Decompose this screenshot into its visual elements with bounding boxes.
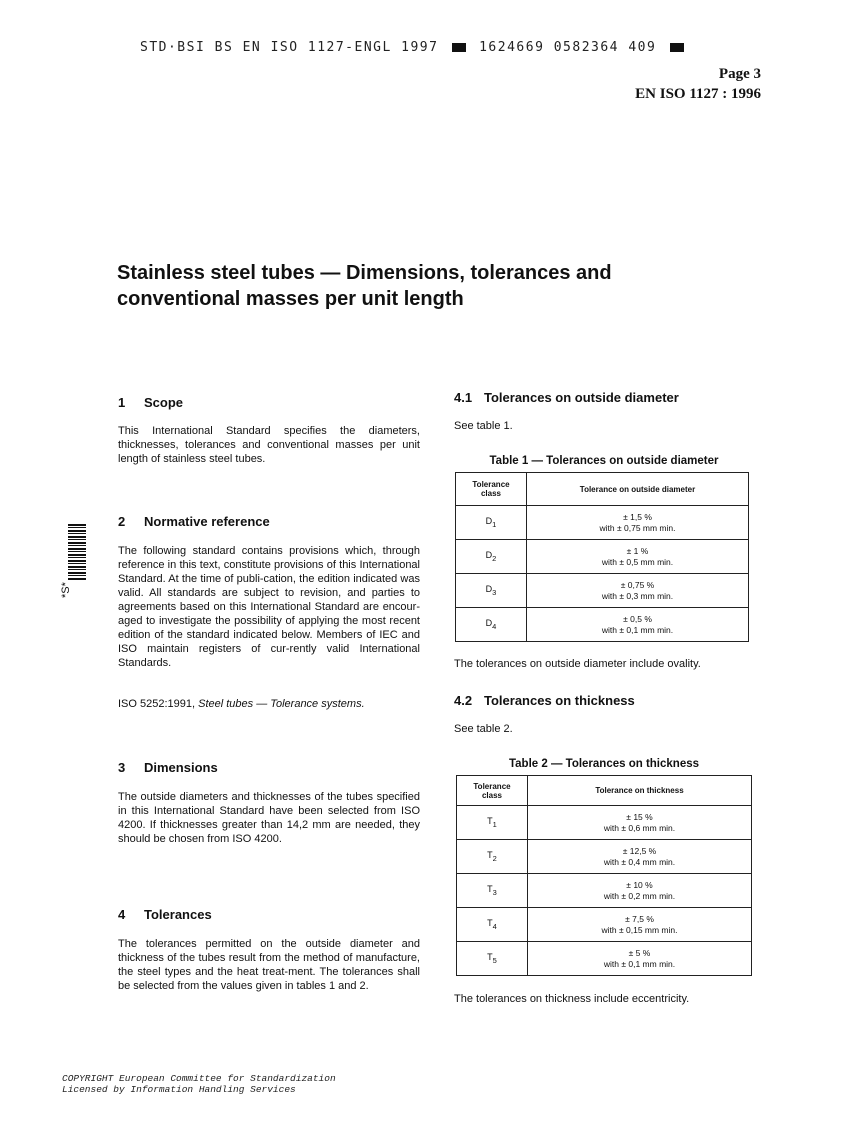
- section-number: 3: [118, 760, 126, 775]
- section-title: Normative reference: [144, 514, 270, 529]
- black-block-icon: [670, 43, 684, 52]
- table-row: [456, 540, 749, 574]
- title-line-1: Stainless steel tubes — Dimensions, tolerances and: [117, 262, 612, 284]
- tolerance-value: ± 1 % with ± 0,5 mm min.: [527, 540, 749, 574]
- section-heading-scope: [118, 395, 420, 410]
- tolerance-class: $T_3$: [457, 874, 528, 908]
- tolerance-value: ± 0,75 % with ± 0,3 mm min.: [527, 574, 749, 608]
- tolerance-class: $T_2$: [457, 840, 528, 874]
- tolerance-class: $T_1$: [457, 806, 528, 840]
- table-1-caption: Table 1 — Tolerances on outside diameter: [489, 455, 719, 467]
- title-line-2: conventional masses per unit length: [117, 288, 464, 310]
- copyright-line-2: Licensed by Information Handling Services: [62, 1084, 296, 1095]
- section-title: Scope: [144, 395, 184, 410]
- tolerance-value: ± 15 % with ± 0,6 mm min.: [528, 806, 752, 840]
- section-heading-normative: [118, 514, 420, 529]
- table-1: [455, 472, 749, 642]
- table-header-tolerance: Tolerance on thickness: [528, 776, 752, 806]
- table-header-tolerance: Tolerance on outside diameter: [527, 473, 749, 506]
- page-title: [117, 260, 677, 312]
- tolerance-class: $D_2$: [456, 540, 527, 574]
- tolerances-paragraph: The tolerances permitted on the outside diameter and thickness of the tubes result from the method of manufacture, the steel types and the heat treat-ment. The tolerances shall be selected from the values given in tables 1 and 2.: [118, 938, 420, 992]
- table-row: [457, 806, 752, 840]
- table-row: [457, 874, 752, 908]
- section-title: Tolerances on outside diameter: [484, 390, 679, 405]
- tolerance-value: ± 10 % with ± 0,2 mm min.: [528, 874, 752, 908]
- tolerance-class: $D_4$: [456, 608, 527, 642]
- see-table-1: See table 1.: [454, 420, 513, 432]
- section-number: 4.1: [454, 390, 473, 405]
- normative-paragraph: The following standard contains provisions which, through reference in this text, constitute provisions of this International Standard. At the time of publi-cation, the edition indicated was valid. All standards are subject to revision, and parties to agreements based on this International Standard are encour-aged to investigate the possibility of applying the most recent edition of the standard indicated below. Members of IEC and ISO maintain registers of cur-rently valid International Standards.: [118, 545, 420, 669]
- tolerance-value: ± 7,5 % with ± 0,15 mm min.: [528, 908, 752, 942]
- table-row: [456, 608, 749, 642]
- header-text: Tolerance: [473, 781, 511, 791]
- standard-number: EN ISO 1127 : 1996: [635, 86, 761, 102]
- section-title: Tolerances: [144, 907, 212, 922]
- page-number: Page 3: [718, 66, 761, 82]
- table-header-class: [457, 776, 528, 806]
- section-heading-4-1: [454, 390, 754, 405]
- table-1-note: The tolerances on outside diameter include ovality.: [454, 658, 701, 670]
- tolerance-class: $T_4$: [457, 908, 528, 942]
- black-block-icon: [452, 43, 466, 52]
- document-code-line: [140, 40, 688, 55]
- section-number: 4: [118, 907, 126, 922]
- section-heading-dimensions: [118, 760, 420, 775]
- table-row: [457, 908, 752, 942]
- dimensions-paragraph: The outside diameters and thicknesses of the tubes specified in this International Standard have been selected from ISO 4200. If thicknesses greater than 14,2 mm are needed, they should be chosen from ISO 4200.: [118, 791, 420, 845]
- side-code: *S*: [60, 582, 72, 598]
- header-text: class: [481, 790, 503, 800]
- table-row: [457, 840, 752, 874]
- tolerance-value: ± 12,5 % with ± 0,4 mm min.: [528, 840, 752, 874]
- tolerance-class: $D_1$: [456, 506, 527, 540]
- section-heading-tolerances: [118, 907, 420, 922]
- normative-reference: [118, 697, 420, 711]
- table-row: [456, 574, 749, 608]
- reference-title: Steel tubes — Tolerance systems.: [198, 698, 365, 710]
- section-title: Dimensions: [144, 760, 218, 775]
- tolerance-value: ± 1,5 % with ± 0,75 mm min.: [527, 506, 749, 540]
- scope-paragraph: This International Standard specifies the diameters, thicknesses, tolerances and conventional masses per unit length of stainless steel tubes.: [118, 425, 420, 465]
- header-text: Tolerance: [472, 480, 510, 489]
- section-number: 2: [118, 514, 126, 529]
- table-2-note: The tolerances on thickness include eccentricity.: [454, 993, 690, 1005]
- header-text: class: [480, 489, 502, 498]
- tolerance-class: $T_5$: [457, 942, 528, 976]
- copyright-line-1: COPYRIGHT European Committee for Standardization: [62, 1073, 336, 1084]
- tolerance-value: ± 5 % with ± 0,1 mm min.: [528, 942, 752, 976]
- document-batch-code: 1624669 0582364 409: [479, 40, 657, 55]
- table-2-caption: Table 2 — Tolerances on thickness: [508, 758, 700, 770]
- tolerance-value: ± 0,5 % with ± 0,1 mm min.: [527, 608, 749, 642]
- reference-number: ISO 5252:1991,: [118, 698, 199, 710]
- tolerance-class: $D_3$: [456, 574, 527, 608]
- section-number: 1: [118, 395, 126, 410]
- copyright-notice: [62, 1073, 336, 1095]
- table-row: [456, 506, 749, 540]
- table-header-class: [456, 473, 527, 506]
- section-number: 4.2: [454, 693, 473, 708]
- section-title: Tolerances on thickness: [484, 693, 635, 708]
- see-table-2: See table 2.: [454, 723, 513, 735]
- document-code: STD·BSI BS EN ISO 1127-ENGL 1997: [140, 40, 439, 55]
- table-row: [457, 942, 752, 976]
- table-2: [456, 775, 752, 976]
- section-heading-4-2: [454, 693, 754, 708]
- barcode-icon: [68, 524, 86, 580]
